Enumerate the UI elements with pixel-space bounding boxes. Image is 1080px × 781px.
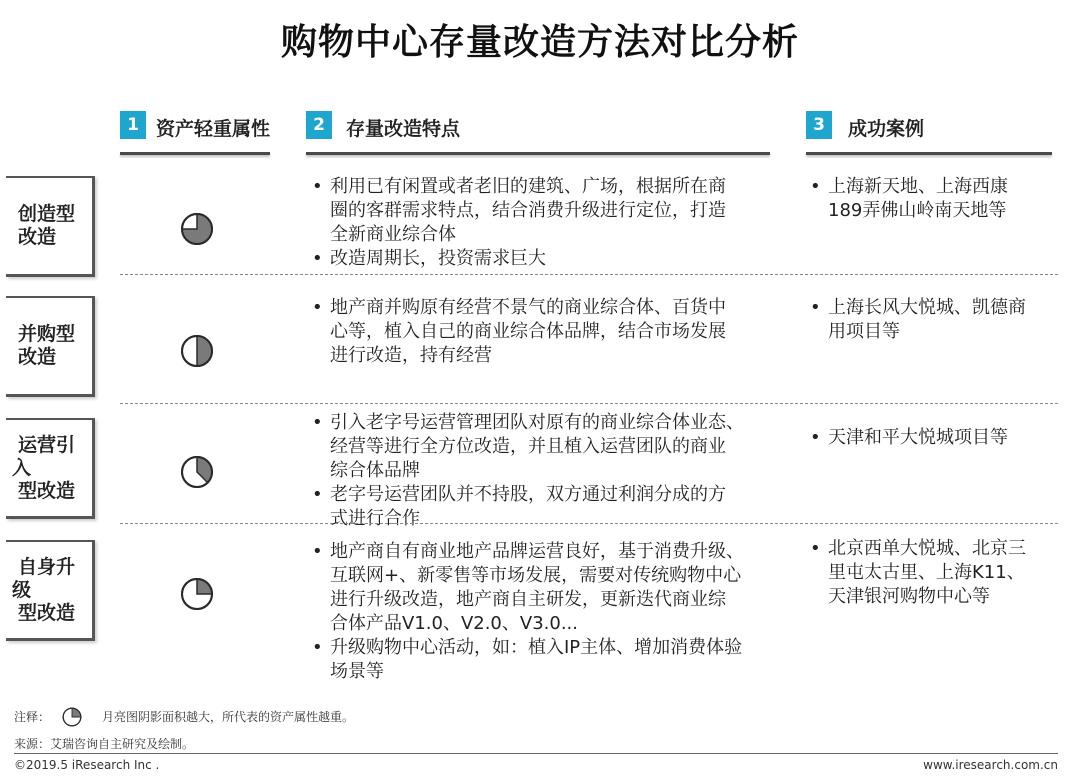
- note-text: 月亮图阴影面积越大，所代表的资产属性越重。: [102, 710, 355, 724]
- column-label-asset: 资产轻重属性: [156, 118, 271, 140]
- description-bullet: • 老字号运营团队并不持股，双方通过利润分成的方 式进行合作: [310, 483, 790, 531]
- column-number-2: 2: [306, 111, 332, 139]
- footer-copyright: ©2019.5 iResearch Inc .: [14, 758, 160, 772]
- case-bullet: • 上海长风大悦城、凯德商 用项目等: [808, 296, 1063, 344]
- description-bullet: • 利用已有闲置或者老旧的建筑、广场，根据所在商 圈的客群需求特点，结合消费升级进行定位，打造 全新商业综合体: [310, 175, 790, 247]
- row-description: [310, 175, 790, 271]
- footer-website: www.iresearch.com.cn: [923, 758, 1058, 772]
- row-label-create: [6, 176, 95, 277]
- row-divider: [120, 403, 1058, 404]
- moon-icon: [180, 334, 214, 368]
- row-divider: [120, 523, 1058, 524]
- description-bullet: • 地产商自有商业地产品牌运营良好，基于消费升级、 互联网+、新零售等市场发展，需要对传统购物中心 进行升级改造，地产商自主研发，更新迭代商业综 合体产品V1.0、V2.0、V3.0...: [310, 540, 790, 636]
- page-title: 购物中心存量改造方法对比分析: [280, 22, 799, 63]
- row-case: [808, 426, 1063, 450]
- source-note: 来源：艾瑞咨询自主研究及绘制。: [14, 737, 195, 751]
- column-number-1: 1: [120, 111, 146, 139]
- moon-icon: [180, 212, 214, 246]
- column-underline: [120, 152, 270, 155]
- moon-shaded-area: [197, 336, 212, 366]
- row-divider: [120, 274, 1058, 275]
- moon-legend-icon: [62, 707, 82, 727]
- row-label-merge: [6, 296, 95, 397]
- column-header-features: [306, 111, 770, 155]
- case-bullet: • 天津和平大悦城项目等: [808, 426, 1063, 450]
- row-label-text: 创造型 改造: [18, 203, 76, 248]
- row-description: [310, 411, 790, 531]
- column-label-cases: 成功案例: [848, 118, 925, 140]
- column-header-asset: [120, 111, 270, 155]
- case-bullet: • 北京西单大悦城、北京三 里屯太古里、上海K11、 天津银河购物中心等: [808, 537, 1063, 609]
- case-bullet: • 上海新天地、上海西康 189弄佛山岭南天地等: [808, 175, 1063, 223]
- row-label-upgrade: [6, 540, 95, 641]
- moon-icon: [180, 577, 214, 611]
- description-bullet: • 升级购物中心活动，如：植入IP主体、增加消费体验 场景等: [310, 636, 790, 684]
- row-description: [310, 540, 790, 684]
- row-case: [808, 537, 1063, 609]
- column-label-features: 存量改造特点: [346, 118, 461, 140]
- row-description: [310, 296, 790, 368]
- note-prefix: 注释：: [14, 710, 51, 724]
- column-underline: [806, 152, 1052, 155]
- moon-icon: [180, 455, 214, 489]
- row-case: [808, 175, 1063, 223]
- row-label-text: 自身升级 型改造: [12, 555, 76, 624]
- row-label-text: 并购型 改造: [18, 323, 76, 368]
- footer-divider: [14, 753, 1058, 754]
- column-header-cases: [806, 111, 1052, 155]
- description-bullet: • 地产商并购原有经营不景气的商业综合体、百货中 心等，植入自己的商业综合体品牌，结合市场发展 进行改造，持有经营: [310, 296, 790, 368]
- column-underline: [306, 152, 770, 155]
- description-bullet: • 改造周期长，投资需求巨大: [310, 247, 790, 271]
- description-bullet: • 引入老字号运营管理团队对原有的商业综合体业态、 经营等进行全方位改造，并且植入运营团队的商业 综合体品牌: [310, 411, 790, 483]
- column-number-3: 3: [806, 111, 832, 139]
- row-label-text: 运营引入 型改造: [12, 433, 76, 502]
- row-label-operation: [6, 418, 95, 519]
- row-case: [808, 296, 1063, 344]
